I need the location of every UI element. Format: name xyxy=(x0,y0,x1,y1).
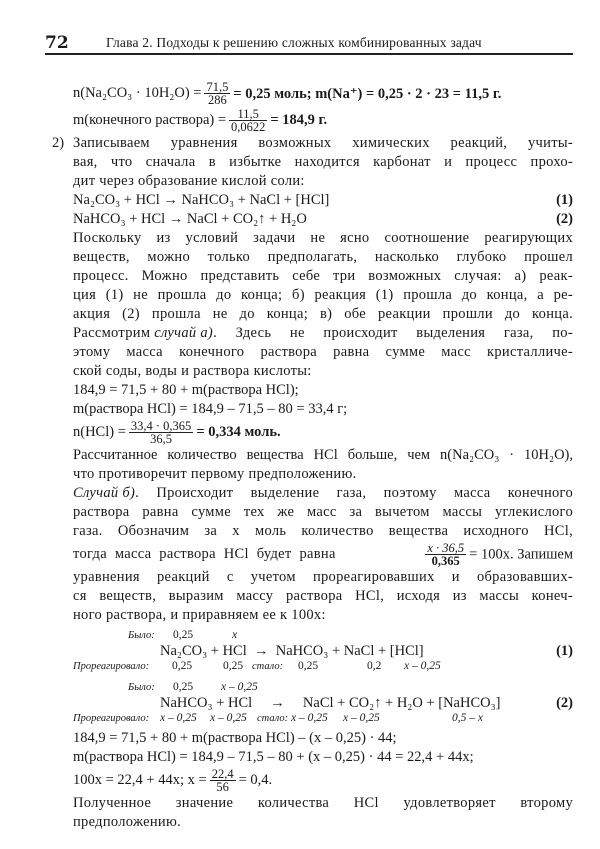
reacted-label: Прореагировало: xyxy=(73,661,150,672)
formula-result: = 0,4. xyxy=(238,772,273,788)
text: тогда масса раствора HCl будет равна xyxy=(73,546,336,562)
reacted-value: 0,25 xyxy=(223,660,244,672)
equation-n-hcl xyxy=(73,419,573,446)
was-row xyxy=(73,681,573,694)
paragraph-line: этому масса конечного раствора равна сумме масс кристалличе- xyxy=(73,344,573,360)
reaction-row xyxy=(73,694,573,712)
paragraph-line: Полученное значение количества HCl удовлетворяет второму xyxy=(73,795,573,811)
reacted-row xyxy=(73,660,573,673)
numerator: 33,4 · 0,365 xyxy=(130,418,192,433)
equation-number: (1) xyxy=(556,192,573,208)
was-value: x – 0,25 xyxy=(221,681,258,693)
reaction-equation: NaHCO₃ + HCl → NaCl + CO₂↑ + H₂O + [NaHCO₃] xyxy=(160,695,501,711)
paragraph-line: Поскольку из условий задачи не ясно соотношение реагирующих xyxy=(73,230,573,246)
equation: 184,9 = 71,5 + 80 + m(раствора HCl); xyxy=(73,382,299,398)
step-marker: 2) xyxy=(52,135,65,151)
became-value: x – 0,25 xyxy=(343,712,380,724)
denominator: 56 xyxy=(210,780,236,794)
became-value: x – 0,25 xyxy=(404,660,441,672)
fraction xyxy=(425,542,466,568)
became-label: стало: xyxy=(252,661,284,672)
paragraph-line: дит через образование кислой соли: xyxy=(73,173,305,189)
paragraph-line: ся веществ, выразим массу раствора HCl, исходя из массы конеч- xyxy=(73,588,573,604)
reacted-value: x – 0,25 xyxy=(210,712,247,724)
paragraph-line: Записываем уравнения возможных химических реакций, учиты- xyxy=(73,135,573,151)
header-rule xyxy=(45,53,573,55)
denominator: 286 xyxy=(204,93,230,107)
equation-number: (2) xyxy=(556,695,573,711)
reaction-row xyxy=(73,642,573,660)
was-row xyxy=(73,629,573,642)
paragraph-line: вая, что сначала в избытке находится карбонат и процесс прохо- xyxy=(73,154,573,170)
case-label: Случай б) xyxy=(73,485,136,501)
reaction-row xyxy=(73,191,573,210)
formula-text: 100x = 22,4 + 44x; x = xyxy=(73,772,207,788)
denominator: 0,365 xyxy=(425,554,466,568)
paragraph-line: газа. Обозначим за x моль количество вещества исходного HCl, xyxy=(73,523,573,539)
paragraph-line: веществ, можно только предполагать, насколько глубоко прошел xyxy=(73,249,573,265)
case-a-intro xyxy=(73,324,573,343)
paragraph-line: ция (1) не прошла до конца; б) реакция (1) прошла до конца, а ре- xyxy=(73,287,573,303)
became-value: 0,2 xyxy=(367,660,382,672)
paragraph-line: Рассчитанное количество вещества HCl больше, чем n(Na₂CO₃ · 10H₂O), xyxy=(73,447,573,463)
paragraph-line: что противоречит первому предположению. xyxy=(73,466,357,482)
fraction xyxy=(229,108,267,134)
equation: 184,9 = 71,5 + 80 + m(раствора HCl) – (x – 0,25) · 44; xyxy=(73,730,397,746)
was-value: 0,25 xyxy=(173,629,194,641)
running-title: Глава 2. Подходы к решению сложных комбинированных задач xyxy=(106,35,482,50)
equation-number: (2) xyxy=(556,211,573,227)
formula-text: m(конечного раствора) = xyxy=(73,112,227,128)
became-value: 0,25 xyxy=(298,660,319,672)
page-body xyxy=(52,79,573,832)
paragraph-line: ного раствора, и приравняем ее к 100x: xyxy=(73,607,326,623)
was-label: Было: xyxy=(128,682,155,693)
denominator: 36,5 xyxy=(129,432,193,446)
equation: m(раствора HCl) = 184,9 – 71,5 – 80 = 33,4 г; xyxy=(73,401,348,417)
reaction-equation: NaHCO₃ + HCl → NaCl + CO₂↑ + H₂O xyxy=(73,211,307,227)
paragraph-line: раствора равна сумме тех же масс за вычетом массы углекислого xyxy=(73,504,573,520)
text: Рассмотрим xyxy=(73,325,155,341)
became-value: x – 0,25 xyxy=(291,712,328,724)
text: . Происходит выделение газа, поэтому масса конечного xyxy=(135,485,573,501)
formula-result: = 0,334 моль. xyxy=(196,424,281,440)
paragraph-line: ской соды, воды и раствора кислоты: xyxy=(73,363,312,379)
became-value: 0,5 – x xyxy=(452,712,483,724)
formula-text: n(Na₂CO₃ · 10H₂O) = xyxy=(73,85,202,101)
formula-result: = 0,25 моль; m(Na⁺) = 0,25 · 2 · 23 = 11,5 г. xyxy=(233,85,502,102)
calc-na2co3 xyxy=(73,80,573,107)
was-value: 0,25 xyxy=(173,681,194,693)
reaction-table-1 xyxy=(73,629,573,673)
fraction xyxy=(129,420,193,446)
reaction-equation: Na₂CO₃ + HCl → NaHCO₃ + NaCl + [HCl] xyxy=(160,643,424,659)
numerator: 71,5 xyxy=(206,79,229,94)
reacted-value: x – 0,25 xyxy=(160,712,197,724)
formula-text: n(HCl) = xyxy=(73,424,126,440)
text: = 100x. Запишем xyxy=(469,545,573,562)
mass-fraction-line xyxy=(73,541,573,568)
paragraph-line: предположению. xyxy=(73,814,182,830)
equation-solve-x xyxy=(73,767,573,794)
paragraph-line: процесс. Можно представить себе три возможных случая: а) реак- xyxy=(73,268,573,284)
numerator: 22,4 xyxy=(211,766,234,781)
was-label: Было: xyxy=(128,630,155,641)
step-2 xyxy=(52,134,573,191)
reacted-row xyxy=(73,712,573,725)
denominator: 0,0622 xyxy=(231,120,266,134)
numerator: 11,5 xyxy=(237,106,259,121)
text: . Здесь не происходит выделения газа, по- xyxy=(213,325,573,341)
reacted-value: 0,25 xyxy=(172,660,193,672)
equation: m(раствора HCl) = 184,9 – 71,5 – 80 + (x – 0,25) · 44 = 22,4 + 44x; xyxy=(73,749,474,765)
became-label: стало: xyxy=(257,713,289,724)
reaction-table-2 xyxy=(73,681,573,725)
paragraph-line: акция (2) прошла не до конца; в) обе реакции прошли до конца. xyxy=(73,306,573,322)
numerator: x · 36,5 xyxy=(427,540,465,555)
page-number: 72 xyxy=(45,33,69,53)
equation-number: (1) xyxy=(556,643,573,659)
reaction-equation: Na₂CO₃ + HCl → NaHCO₃ + NaCl + [HCl] xyxy=(73,192,330,208)
paragraph-line: уравнения реакций с учетом прореагировавших и образовавших- xyxy=(73,569,573,585)
fraction xyxy=(204,81,230,107)
case-label: случай а) xyxy=(154,325,214,341)
fraction xyxy=(210,768,236,794)
calc-final-solution xyxy=(73,107,573,134)
case-b-intro xyxy=(73,484,573,503)
reacted-label: Прореагировало: xyxy=(73,713,150,724)
reaction-row xyxy=(73,210,573,229)
formula-result: = 184,9 г. xyxy=(270,112,328,128)
was-value: x xyxy=(232,629,238,641)
